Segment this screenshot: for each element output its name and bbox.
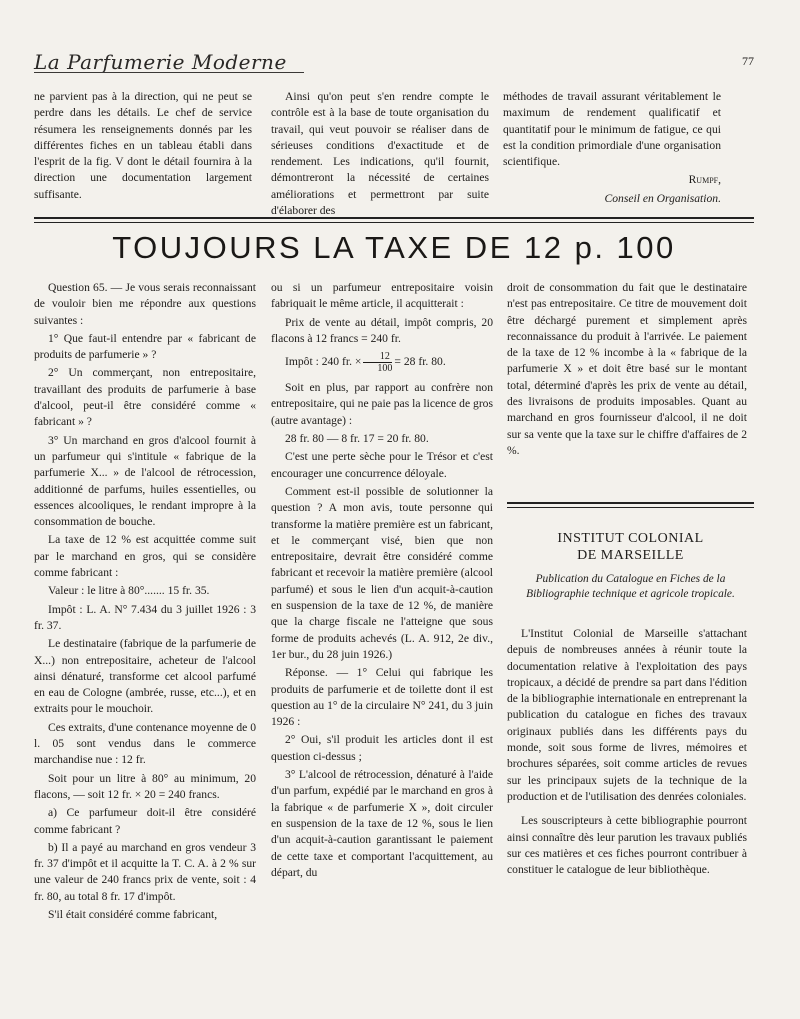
paragraph: Impôt : L. A. N° 7.434 du 3 juillet 1926 : 3 fr. 37. xyxy=(34,602,256,632)
paragraph: La taxe de 12 % est acquittée comme suit par le marchand en gros, qui se considère comme fabricant : xyxy=(34,533,256,580)
paragraph: Ces extraits, d'une contenance moyenne de 0 l. 05 sont vendus dans le commerce marchandise nue : 12 fr. xyxy=(34,720,256,767)
institut-divider xyxy=(507,502,754,504)
fraction xyxy=(363,351,392,374)
paragraph: ou si un parfumeur entrepositaire voisin fabriquait le même article, il acquitterait : xyxy=(271,281,493,311)
top-column-2 xyxy=(271,89,489,221)
paragraph: S'il était considéré comme fabricant, xyxy=(48,907,218,921)
tax-formula xyxy=(271,351,493,374)
page-number: 77 xyxy=(742,54,754,68)
paragraph: C'est une perte sèche pour le Trésor et c'est encourager une concurrence déloyale. xyxy=(271,450,493,480)
section-divider-thin xyxy=(34,222,754,223)
masthead-underline xyxy=(34,72,304,73)
paragraph: Question 65. — Je vous serais reconnaissant de vouloir bien me répondre aux questions suivantes : xyxy=(34,281,256,327)
signature-title: Conseil en Organisation. xyxy=(604,191,721,205)
institut-body xyxy=(507,626,747,880)
formula-suffix: = 28 fr. 80. xyxy=(394,355,446,369)
article-headline: TOUJOURS LA TAXE DE 12 p. 100 xyxy=(112,230,676,265)
paragraph: b) Il a payé au marchand en gros vendeur 3 fr. 37 d'impôt et il acquitte la T. C. A. à 2 % sur une valeur de 240 francs prix de vente, soit : 4 fr. 80, au total 8 fr. 17 d'impôt. xyxy=(34,840,256,903)
journal-title: La Parfumerie Moderne xyxy=(34,50,287,74)
top-column-1 xyxy=(34,89,252,205)
paragraph: Les souscripteurs à cette bibliographie pourront ainsi connaître dès leur parution les travaux publiés sur ces matières et ces fiches pourront contribuer à constituer le catalogue de leur bibliothèque. xyxy=(507,814,747,877)
top-column-3 xyxy=(503,89,721,209)
article-column-3 xyxy=(507,280,747,461)
paragraph: 1° Que faut-il entendre par « fabricant de produits de parfumerie » ? xyxy=(34,331,256,362)
formula-prefix: Impôt : 240 fr. × xyxy=(285,355,362,369)
section-divider xyxy=(34,217,754,219)
paragraph: a) Ce parfumeur doit-il être considéré comme fabricant ? xyxy=(34,806,256,836)
paragraph: Comment est-il possible de solutionner la question ? A mon avis, toute personne qui transforme la matière première est un fabricant, et le commerçant visé, bien que non entrepositaire, devrait être considéré comme fabricant et recevoir la matière première (alcool parfumé) et sous le lien d'un acquit-à-caution en suspension de la taxe de 12 %, de manière que la charge fiscale ne l'atteigne que sous forme de produits achevés (L. A. 912, 2e div., 1er bur., du 28 juin 1926.) xyxy=(271,484,493,661)
paragraph: droit de consommation du fait que le destinataire n'est pas entrepositaire. Ce titre de mouvement doit être déchargé purement et simplement après reconnaissance du produit à l'arrivée. Le paiement de la taxe de 12 % incombe à la « fabrique de la parfumerie X » et doit être basé sur le montant total, déterminé d'après les prix de vente au détail, des livraisons de produits imposables. Quant au marchand en gros fournisseur d'alcool, il ne doit sur sa vente que la taxe sur le chiffre d'affaires de 2 %. xyxy=(507,281,747,457)
paragraph: Réponse. — 1° Celui qui fabrique les produits de parfumerie et de toilette dont il est question au 1° de la circulaire N° 241, du 3 juin 1926 : xyxy=(271,666,493,729)
institut-title xyxy=(507,530,754,564)
fraction-numerator: 12 xyxy=(363,351,392,363)
paragraph: Le destinataire (fabrique de la parfumerie de X...) non entrepositaire, acheteur de l'alcool ainsi dénaturé, transforme cet alcool parfumé en eau de Cologne (ambrée, russe, etc...), et en extraits pour le mouchoir. xyxy=(34,637,256,716)
signature-name: Rumpf, xyxy=(688,173,721,187)
paragraph: 2° Oui, s'il produit les articles dont il est question ci-dessus ; xyxy=(271,733,493,763)
paragraph: Soit en plus, par rapport au confrère non entrepositaire, qui ne paie pas la licence de gros (autre avantage) : xyxy=(271,381,493,427)
paragraph: 2° Un commerçant, non entrepositaire, travaillant des produits de parfumerie à base d'alcool, peut-il être considéré comme « fabricant » ? xyxy=(34,366,256,429)
fraction-denominator: 100 xyxy=(377,363,393,375)
paragraph: 3° Un marchand en gros d'alcool fournit à un parfumeur qui s'intitule « fabrique de la parfumerie X... » de l'alcool de rétrocession, additionné de parfums, huiles essentielles, ou essences alcooliques, le rendant impropre à la consommation de bouche. xyxy=(34,433,256,529)
institut-subtitle: Publication du Catalogue en Fiches de la Bibliographie technique et agricole tropicale. xyxy=(526,573,735,600)
paragraph: Ainsi qu'on peut s'en rendre compte le contrôle est à la base de toute organisation du travail, qui veut pouvoir se réaliser dans de sérieuses conditions d'exactitude et de rendement. Les indications, qu'il fournit, démontreront la nécessité de certaines améliorations et permettront par suite d'élaborer des xyxy=(271,90,489,218)
article-column-2 xyxy=(271,280,493,883)
article-column-1 xyxy=(34,280,256,925)
paragraph: 3° L'alcool de rétrocession, dénaturé à l'aide d'un parfum, expédié par le marchand en gros à la fabrique « de parfumerie X », doit circuler en suspension de la taxe de 12 %, sous le lien d'un acquit-à-caution garantissant le paiement de cette taxe et comportant l'acquittement, au départ, du xyxy=(271,768,493,879)
paragraph: L'Institut Colonial de Marseille s'attachant depuis de nombreuses années à réunir toute la documentation relative à l'exploitation des pays tropicaux, a décidé de prendre sa part dans l'édition de la bibliographie internationale en entreprenant la publication du catalogue en fiches des travaux originaux publiés dans les différents pays du monde, soit sous forme de livres, mémoires et brochures séparées, soit comme articles de revues sur les principaux sujets de la technique de la production et de l'utilisation des denrées coloniales. xyxy=(507,627,747,803)
institut-title-line-1: INSTITUT COLONIAL xyxy=(557,531,704,546)
institut-divider-thin xyxy=(507,507,754,508)
masthead xyxy=(34,48,754,74)
paragraph: Soit pour un litre à 80° au minimum, 20 flacons, — soit 12 fr. × 20 = 240 francs. xyxy=(34,771,256,801)
paragraph: ne parvient pas à la direction, qui ne peut se perdre dans les détails. Le chef de service résumera les renseignements donnés par les différentes fiches en un tableau établi dans l'esprit de la fig. V dont le détail fournira à la direction une documentation largement suffisante. xyxy=(34,90,252,201)
paragraph: Prix de vente au détail, impôt compris, 20 flacons à 12 francs = 240 fr. xyxy=(271,315,493,345)
paragraph: Valeur : le litre à 80°....... 15 fr. 35. xyxy=(48,584,210,598)
institut-title-line-2: DE MARSEILLE xyxy=(577,548,684,563)
paragraph: 28 fr. 80 — 8 fr. 17 = 20 fr. 80. xyxy=(285,432,429,446)
paragraph: méthodes de travail assurant véritablement le maximum de rendement qualificatif et quantitatif pour le minimum de fatigue, ce qui est la condition primordiale d'une organisation scientifique. xyxy=(503,90,721,169)
